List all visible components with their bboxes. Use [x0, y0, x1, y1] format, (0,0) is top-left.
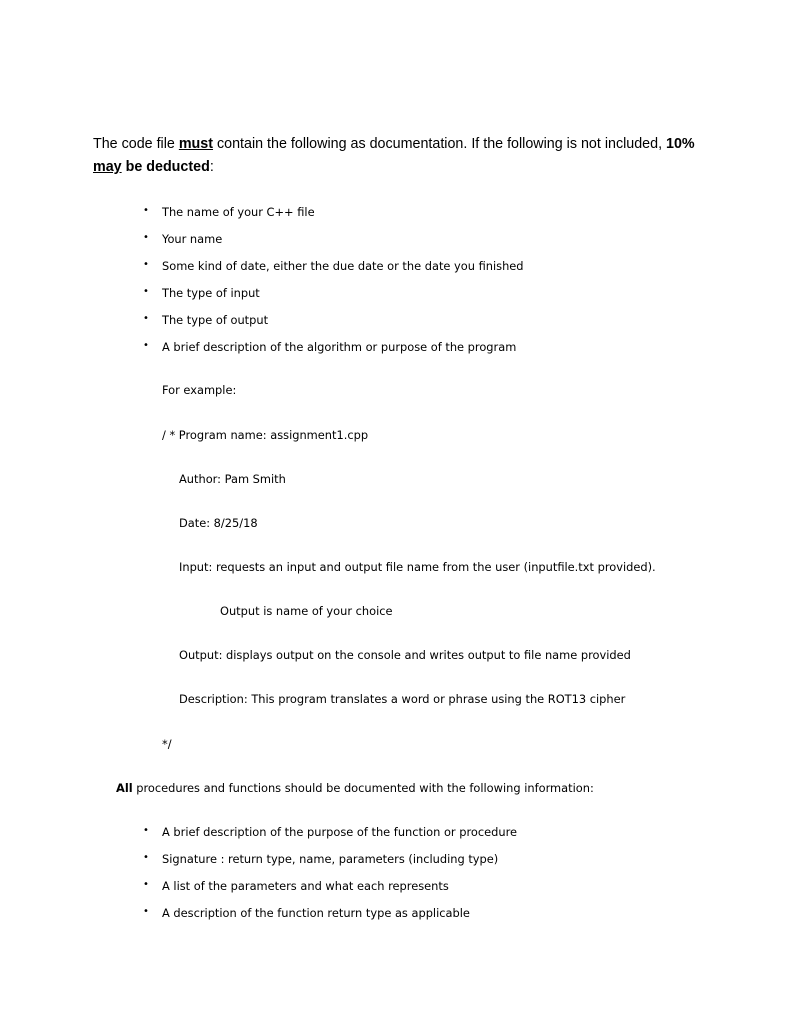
- description-line: Description: This program translates a word or phrase using the ROT13 cipher: [179, 692, 626, 706]
- date-line: Date: 8/25/18: [179, 516, 258, 530]
- bullet-icon: •: [143, 259, 149, 270]
- example-label: For example:: [162, 383, 237, 397]
- intro-text-1: The code file: [93, 136, 179, 152]
- comment-open-line: / * Program name: assignment1.cpp: [162, 428, 369, 442]
- may-emphasis: may: [93, 159, 122, 175]
- bullet-icon: •: [143, 906, 149, 917]
- input-line: Input: requests an input and output file name from the user (inputfile.txt provided).: [179, 560, 656, 574]
- author-line: Author: Pam Smith: [179, 472, 286, 486]
- bullet-icon: •: [143, 232, 149, 243]
- bullet-icon: •: [143, 852, 149, 863]
- bullet-icon: •: [143, 340, 149, 351]
- intro-text-2: contain the following as documentation. If the following is not included,: [213, 136, 667, 152]
- bullet-icon: •: [143, 286, 149, 297]
- functions-heading: All procedures and functions should be documented with the following information:: [116, 781, 594, 795]
- bullet-icon: •: [143, 825, 149, 836]
- deducted-text: be deducted: [121, 159, 210, 175]
- must-emphasis: must: [178, 136, 214, 152]
- output-line: Output: displays output on the console and writes output to file name provided: [179, 648, 631, 662]
- intro-colon: :: [209, 159, 214, 175]
- bullet-icon: •: [143, 205, 149, 216]
- bullet-icon: •: [143, 879, 149, 890]
- intro-paragraph: [93, 133, 713, 179]
- bullet-icon: •: [143, 313, 149, 324]
- comment-close-line: */: [162, 737, 172, 751]
- all-emphasis: All: [116, 781, 133, 795]
- input-continuation-line: Output is name of your choice: [220, 604, 393, 618]
- percent-emphasis: 10%: [666, 136, 695, 152]
